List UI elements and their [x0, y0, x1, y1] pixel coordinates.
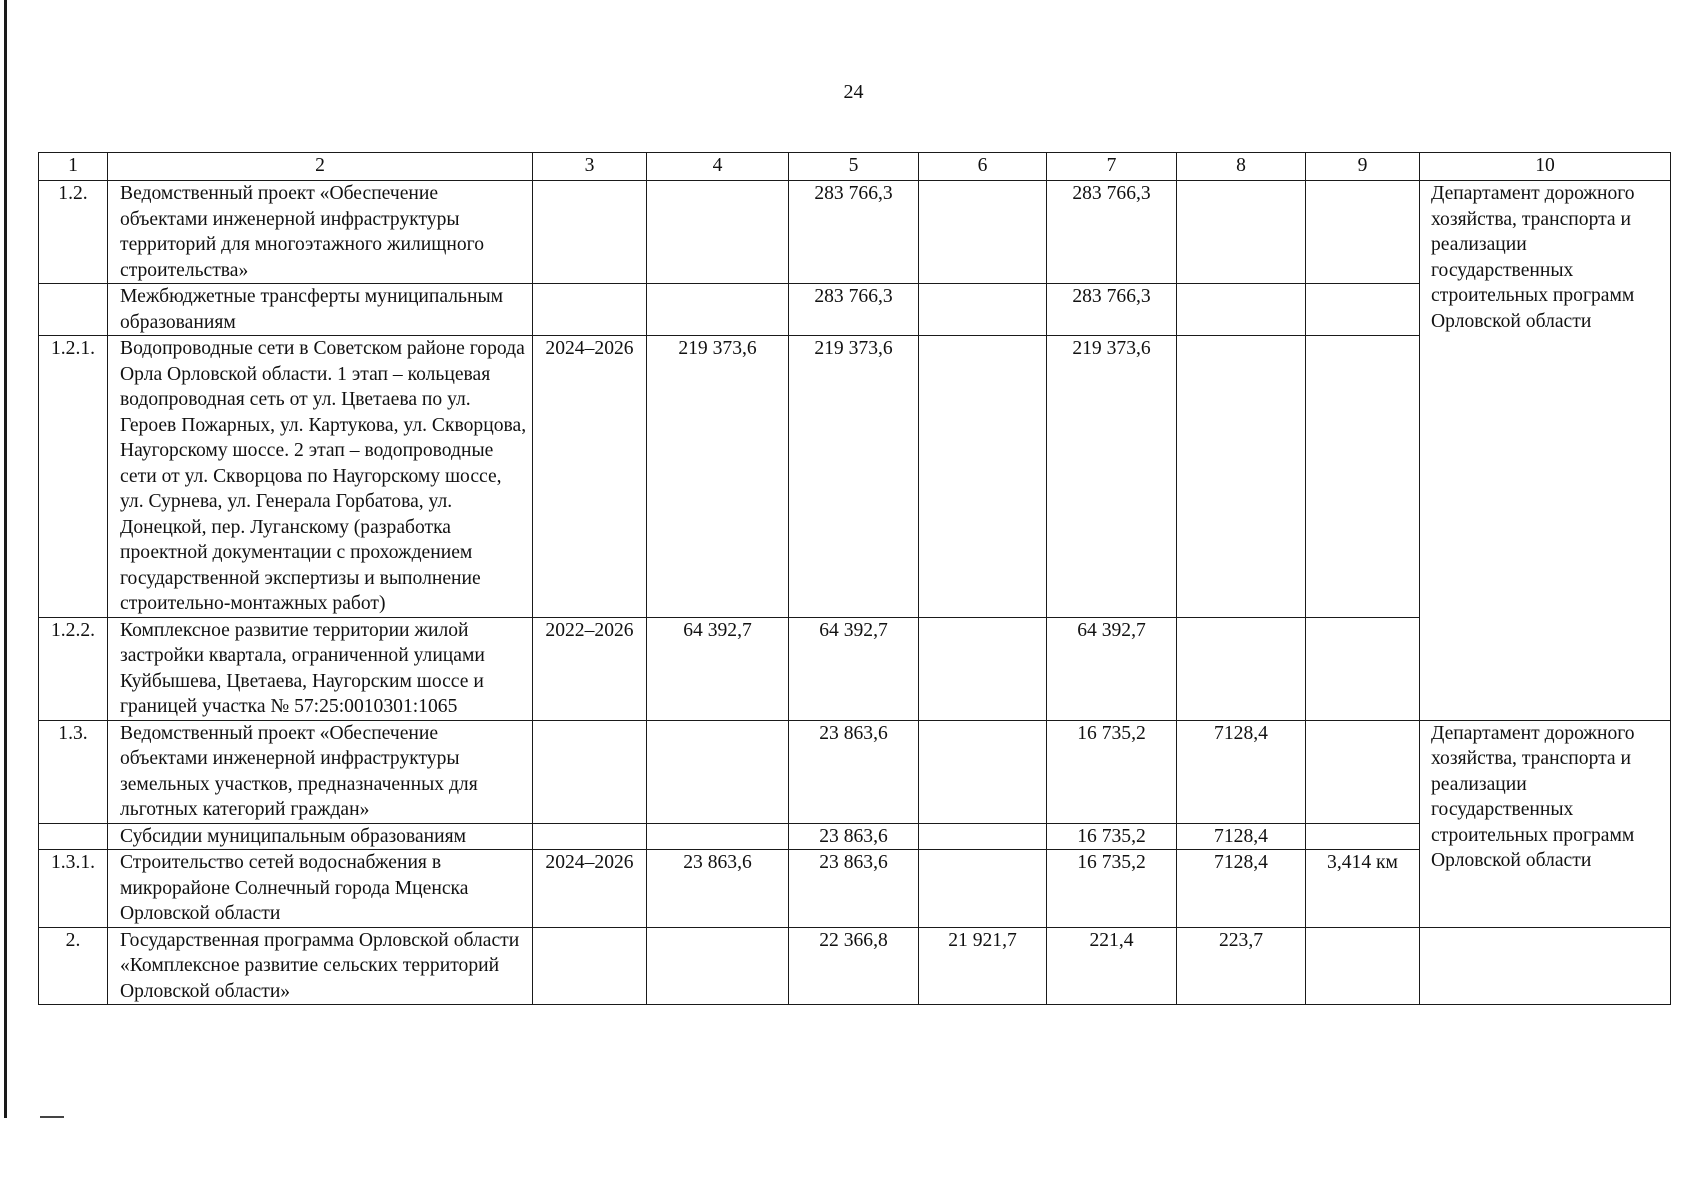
row-col7: 16 735,2	[1047, 850, 1177, 928]
row-period	[533, 181, 647, 284]
row-number: 1.3.	[39, 720, 108, 823]
row-number: 1.2.2.	[39, 617, 108, 720]
footnote-dash	[40, 1116, 64, 1118]
responsible-department: Департамент дорожного хозяйства, транспорта и реализации государственных строительных программ Орловской области	[1420, 181, 1671, 721]
row-col6	[919, 617, 1047, 720]
margin-rule	[4, 0, 7, 1118]
row-col4	[647, 720, 789, 823]
row-name: Государственная программа Орловской области «Комплексное развитие сельских территорий Орловской области»	[108, 927, 533, 1005]
row-col9	[1306, 823, 1420, 850]
header-cell: 1	[39, 153, 108, 181]
row-col6	[919, 823, 1047, 850]
row-col5: 23 863,6	[789, 850, 919, 928]
row-col4: 219 373,6	[647, 336, 789, 618]
row-col9	[1306, 720, 1420, 823]
row-number: 1.2.1.	[39, 336, 108, 618]
row-col7: 16 735,2	[1047, 823, 1177, 850]
row-col9	[1306, 617, 1420, 720]
row-col9	[1306, 336, 1420, 618]
row-col5: 219 373,6	[789, 336, 919, 618]
row-col4	[647, 927, 789, 1005]
row-col8: 223,7	[1177, 927, 1306, 1005]
row-col7: 283 766,3	[1047, 181, 1177, 284]
row-col8	[1177, 181, 1306, 284]
row-name: Строительство сетей водоснабжения в микрорайоне Солнечный города Мценска Орловской области	[108, 850, 533, 928]
page-number: 24	[843, 81, 864, 103]
header-cell: 5	[789, 153, 919, 181]
row-number: 2.	[39, 927, 108, 1005]
row-col7: 219 373,6	[1047, 336, 1177, 618]
row-name: Водопроводные сети в Советском районе города Орла Орловской области. 1 этап – кольцевая водопроводная сеть от ул. Цветаева по ул. Героев Пожарных, ул. Картукова, ул. Скворцова, Наугорскому шоссе. 2 этап – водопроводные сети от ул. Скворцова по Наугорскому шоссе, ул. Сурнева, ул. Генерала Горбатова, ул. Донецкой, пер. Луганскому (разработка проектной документации с прохождением государственной экспертизы и выполнение строительно-монтажных работ)	[108, 336, 533, 618]
row-col6	[919, 720, 1047, 823]
row-col7: 283 766,3	[1047, 284, 1177, 336]
row-name: Межбюджетные трансферты муниципальным образованиям	[108, 284, 533, 336]
row-number	[39, 823, 108, 850]
responsible-department: Департамент дорожного хозяйства, транспорта и реализации государственных строительных программ Орловской области	[1420, 720, 1671, 927]
row-col6: 21 921,7	[919, 927, 1047, 1005]
row-period	[533, 720, 647, 823]
row-number: 1.2.	[39, 181, 108, 284]
table-row	[39, 181, 1671, 284]
header-cell: 10	[1420, 153, 1671, 181]
row-name: Субсидии муниципальным образованиям	[108, 823, 533, 850]
row-period	[533, 284, 647, 336]
row-col4: 23 863,6	[647, 850, 789, 928]
row-col8	[1177, 336, 1306, 618]
row-col8: 7128,4	[1177, 720, 1306, 823]
row-col6	[919, 850, 1047, 928]
header-cell: 9	[1306, 153, 1420, 181]
row-col4: 64 392,7	[647, 617, 789, 720]
table-row	[39, 927, 1671, 1005]
row-col9	[1306, 181, 1420, 284]
row-col9	[1306, 927, 1420, 1005]
row-col4	[647, 181, 789, 284]
row-number	[39, 284, 108, 336]
header-cell: 6	[919, 153, 1047, 181]
row-name: Комплексное развитие территории жилой застройки квартала, ограниченной улицами Куйбышева, Цветаева, Наугорским шоссе и границей участка № 57:25:0010301:1065	[108, 617, 533, 720]
row-col5: 22 366,8	[789, 927, 919, 1005]
header-row	[39, 153, 1671, 181]
row-col5: 283 766,3	[789, 284, 919, 336]
row-col8	[1177, 617, 1306, 720]
row-col5: 23 863,6	[789, 823, 919, 850]
row-col10	[1420, 927, 1671, 1005]
row-period: 2024–2026	[533, 336, 647, 618]
table-row	[39, 720, 1671, 823]
header-cell: 8	[1177, 153, 1306, 181]
row-col5: 23 863,6	[789, 720, 919, 823]
header-cell: 2	[108, 153, 533, 181]
row-col4	[647, 823, 789, 850]
row-name: Ведомственный проект «Обеспечение объектами инженерной инфраструктуры территорий для многоэтажного жилищного строительства»	[108, 181, 533, 284]
row-period	[533, 927, 647, 1005]
row-col6	[919, 336, 1047, 618]
row-period: 2022–2026	[533, 617, 647, 720]
header-cell: 4	[647, 153, 789, 181]
header-cell: 3	[533, 153, 647, 181]
row-period: 2024–2026	[533, 850, 647, 928]
row-col7: 221,4	[1047, 927, 1177, 1005]
row-col5: 64 392,7	[789, 617, 919, 720]
row-period	[533, 823, 647, 850]
row-col9	[1306, 284, 1420, 336]
row-col7: 64 392,7	[1047, 617, 1177, 720]
header-cell: 7	[1047, 153, 1177, 181]
row-col6	[919, 181, 1047, 284]
row-col8: 7128,4	[1177, 823, 1306, 850]
budget-table	[38, 152, 1671, 1005]
row-col6	[919, 284, 1047, 336]
row-col8: 7128,4	[1177, 850, 1306, 928]
row-number: 1.3.1.	[39, 850, 108, 928]
row-col4	[647, 284, 789, 336]
row-col5: 283 766,3	[789, 181, 919, 284]
row-col7: 16 735,2	[1047, 720, 1177, 823]
row-name: Ведомственный проект «Обеспечение объектами инженерной инфраструктуры земельных участков, предназначенных для льготных категорий граждан»	[108, 720, 533, 823]
row-col9: 3,414 км	[1306, 850, 1420, 928]
row-col8	[1177, 284, 1306, 336]
